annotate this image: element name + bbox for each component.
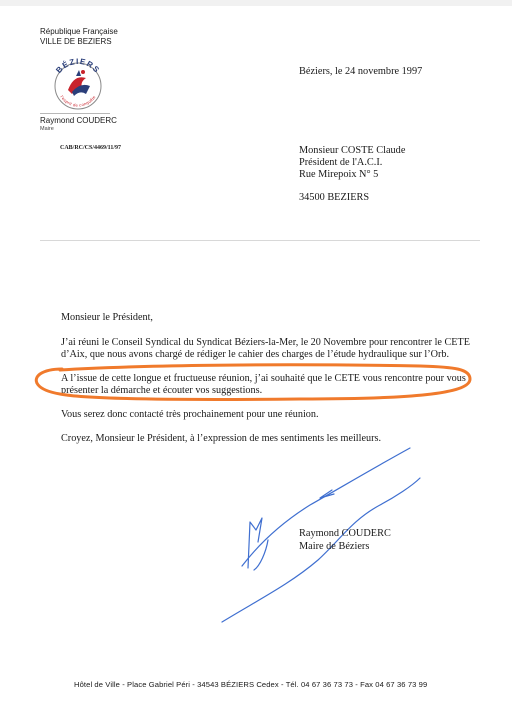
footer-address: Hôtel de Ville - Place Gabriel Péri - 34543 BÉZIERS Cedex - Tél. 04 67 36 73 73 - Fax 04 67 36 73 99: [74, 680, 428, 689]
mayor-title: Maire: [40, 126, 54, 132]
paragraph-1-line-1: J’ai réuni le Conseil Syndical du Syndicat Béziers-la-Mer, le 20 Novembre pour rencontrer le CETE: [61, 337, 470, 348]
recipient-line-4: 34500 BEZIERS: [299, 192, 370, 203]
closing-line: Croyez, Monsieur le Président, à l’expression de mes sentiments les meilleurs.: [61, 433, 381, 444]
recipient-line-1: Monsieur COSTE Claude: [299, 145, 406, 156]
letterhead-republic: République Française: [40, 27, 118, 36]
recipient-line-3: Rue Mirepoix N° 5: [299, 169, 379, 180]
paragraph-2-line-2: présenter la démarche et écouter vos suggestions.: [61, 385, 263, 396]
logo-bottom-text: l'esprit de conquête: [59, 94, 97, 108]
signature-name: Raymond COUDERC: [299, 528, 391, 539]
date-line: Béziers, le 24 novembre 1997: [299, 66, 423, 77]
salutation: Monsieur le Président,: [61, 312, 153, 323]
paragraph-2-line-1: A l’issue de cette longue et fructueuse réunion, j’ai souhaité que le CETE vous rencontre pour vous: [61, 373, 466, 384]
paragraph-1-line-2: d’Aix, que nous avons chargé de rédiger le cahier des charges de l’étude hydraulique sur l’Orb.: [61, 349, 450, 360]
reference-code: CAB/RC/CS/4469/11/97: [60, 145, 122, 151]
mayor-name: Raymond COUDERC: [40, 116, 117, 125]
signature-title: Maire de Béziers: [299, 541, 370, 552]
paragraph-3: Vous serez donc contacté très prochainement pour une réunion.: [61, 409, 319, 420]
letterhead-city: VILLE DE BEZIERS: [40, 37, 112, 46]
logo-top-text: BÉZIERS: [54, 56, 102, 76]
recipient-line-2: Président de l'A.C.I.: [299, 157, 383, 168]
